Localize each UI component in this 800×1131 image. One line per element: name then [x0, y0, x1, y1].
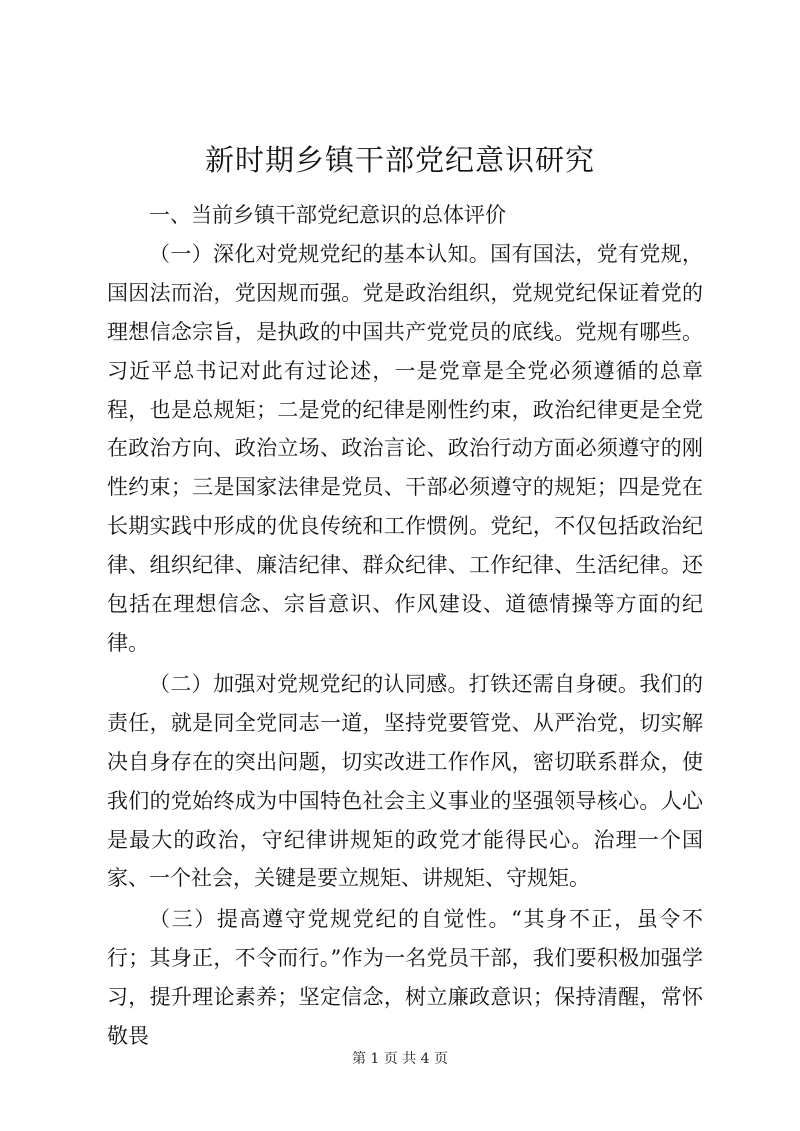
paragraph: （二）加强对党规党纪的认同感。打铁还需自身硬。我们的责任，就是同全党同志一道，坚持党要管党、从严治党，切实解决自身存在的突出问题，切实改进工作作风，密切联系群众，使我们的党始终成为中国特色社会主义事业的坚强领导核心。人心是最大的政治，守纪律讲规矩的政党才能得民心。治理一个国家、一个社会，关键是要立规矩、讲规矩、守规矩。 — [107, 671, 703, 891]
paragraph: （一）深化对党规党纪的基本认知。国有国法，党有党规，国因法而治，党因规而强。党是政治组织，党规党纪保证着党的理想信念宗旨，是执政的中国共产党党员的底线。党规有哪些。习近平总书记对此有过论述，一是党章是全党必须遵循的总章程，也是总规矩；二是党的纪律是刚性约束，政治纪律更是全党在政治方向、政治立场、政治言论、政治行动方面必须遵守的刚性约束；三是国家法律是党员、干部必须遵守的规矩；四是党在长期实践中形成的优良传统和工作惯例。党纪，不仅包括政治纪律、组织纪律、廉洁纪律、群众纪律、工作纪律、生活纪律。还包括在理想信念、宗旨意识、作风建设、道德情操等方面的纪律。 — [107, 241, 703, 655]
section-heading: 一、当前乡镇干部党纪意识的总体评价 — [149, 203, 506, 227]
document-title: 新时期乡镇干部党纪意识研究 — [204, 143, 595, 177]
document-body — [107, 196, 703, 1056]
paragraph: （三）提高遵守党规党纪的自觉性。“其身不正，虽令不行；其身正，不令而行。”作为一名党员干部，我们要积极加强学习，提升理论素养；坚定信念，树立廉政意识；保持清醒，常怀敬畏 — [107, 907, 703, 1049]
page-number-footer: 第 1 页 共 4 页 — [351, 1051, 449, 1067]
